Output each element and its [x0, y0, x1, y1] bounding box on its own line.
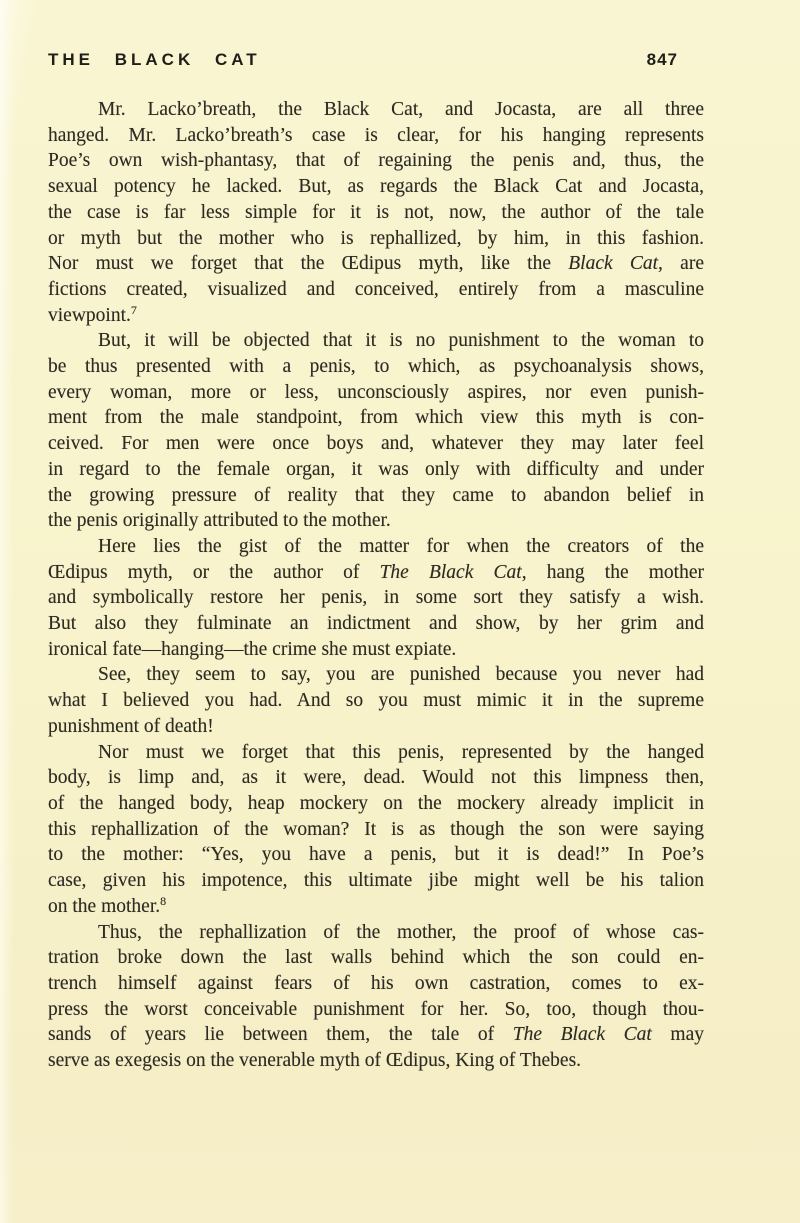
text-line: the case is far less simple for it is not, now, the author of the tale: [48, 201, 704, 223]
text-line: and symbolically restore her penis, in some sort they satisfy a wish.: [48, 587, 704, 609]
page-left-edge: [0, 0, 14, 1223]
text-line: tration broke down the last walls behind which the son could en-: [48, 947, 704, 969]
book-page-edges: [773, 0, 800, 1223]
text-line: Nor must we forget that this penis, represented by the hanged: [98, 741, 704, 763]
text-line: Here lies the gist of the matter for when the creators of the: [98, 535, 704, 557]
text-line: case, given his impotence, this ultimate jibe might well be his talion: [48, 870, 704, 892]
text-line: fictions created, visualized and conceived, entirely from a masculine: [48, 278, 704, 300]
paragraph: [48, 97, 704, 328]
page-number: 847: [646, 50, 678, 69]
footnote-reference: 8: [160, 893, 167, 908]
text-line: But, it will be objected that it is no punishment to the woman to: [98, 330, 704, 352]
text-line: on the mother.$^8$: [48, 893, 167, 917]
text-line: See, they seem to say, you are punished because you never had: [98, 664, 704, 686]
text-line: ironical fate—hanging—the crime she must expiate.: [48, 638, 457, 660]
text-line: the growing pressure of reality that they came to abandon belief in: [48, 484, 704, 506]
text-line: of the hanged body, heap mockery on the mockery already implicit in: [48, 792, 704, 814]
text-line: ment from the male standpoint, from which view this myth is con-: [48, 407, 704, 429]
text-line: every woman, more or less, unconsciously aspires, nor even punish-: [48, 381, 704, 403]
text-line: hanged. Mr. Lacko’breath’s case is clear, for his hanging represents: [48, 124, 704, 146]
page-header: [48, 50, 678, 70]
paragraph: [48, 920, 704, 1074]
text-line: Thus, the rephallization of the mother, the proof of whose cas-: [98, 921, 704, 943]
paragraph: [48, 740, 704, 920]
text-line: trench himself against fears of his own castration, comes to ex-: [48, 972, 704, 994]
text-block: [48, 97, 704, 1074]
text-line: press the worst conceivable punishment for her. So, too, though thou-: [48, 998, 704, 1020]
text-line: Poe’s own wish-phantasy, that of regaining the penis and, thus, the: [48, 150, 704, 172]
text-line: sands of years lie between them, the tale of The Black Cat may: [48, 1024, 704, 1046]
text-line: or myth but the mother who is rephallized, by him, in this fashion.: [48, 227, 704, 249]
text-line: this rephallization of the woman? It is as though the son were saying: [48, 818, 704, 840]
text-line: Œdipus myth, or the author of The Black Cat, hang the mother: [48, 561, 704, 583]
text-line: But also they fulminate an indictment and show, by her grim and: [48, 613, 704, 635]
running-title: THE BLACK CAT: [48, 50, 261, 69]
text-line: the penis originally attributed to the mother.: [48, 510, 391, 532]
paragraph: [48, 534, 704, 663]
footnote-reference: 7: [130, 302, 137, 317]
text-line: punishment of death!: [48, 715, 214, 737]
text-line: to the mother: “Yes, you have a penis, but it is dead!” In Poe’s: [48, 844, 704, 866]
text-line: what I believed you had. And so you must mimic it in the supreme: [48, 690, 704, 712]
paragraph: [48, 328, 704, 534]
text-line: body, is limp and, as it were, dead. Would not this limpness then,: [48, 767, 704, 789]
text-line: ceived. For men were once boys and, whatever they may later feel: [48, 433, 704, 455]
text-line: Mr. Lacko’breath, the Black Cat, and Jocasta, are all three: [98, 99, 704, 120]
paragraph: [48, 662, 704, 739]
text-line: in regard to the female organ, it was only with difficulty and under: [48, 458, 704, 480]
text-line: viewpoint.$^7$: [48, 302, 137, 326]
text-line: be thus presented with a penis, to which, as psychoanalysis shows,: [48, 356, 704, 378]
text-line: sexual potency he lacked. But, as regards the Black Cat and Jocasta,: [48, 176, 704, 198]
text-line: Nor must we forget that the Œdipus myth, like the Black Cat, are: [48, 253, 704, 275]
text-line: serve as exegesis on the venerable myth of Œdipus, King of Thebes.: [48, 1050, 582, 1072]
